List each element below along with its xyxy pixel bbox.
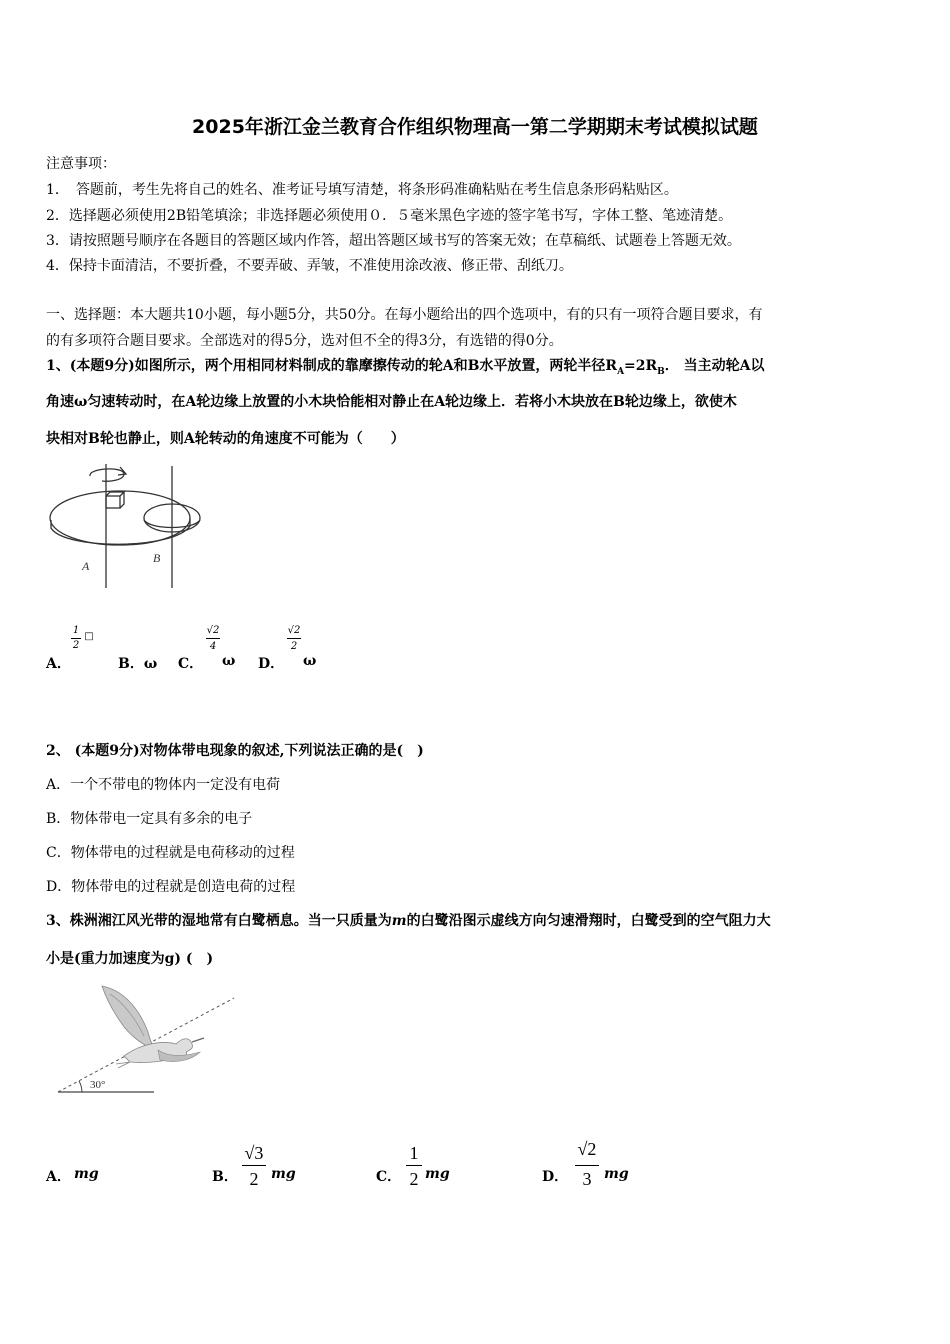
q1-sub-b: B <box>657 366 665 377</box>
q3-option-c-unit: mg <box>425 1166 450 1182</box>
q1-option-a-missing-glyph: □ <box>84 631 94 642</box>
q1-label-a: A <box>82 559 90 573</box>
q1-option-d-fraction-bar <box>287 638 301 639</box>
q1-option-b: B．ω <box>118 656 158 672</box>
q2-option-c: C．物体带电的过程就是电荷移动的过程 <box>46 845 295 861</box>
q3-option-b-numerator: √3 <box>244 1143 264 1163</box>
q1-option-a-denominator: 2 <box>72 640 80 651</box>
q3-option-d-denominator: 3 <box>582 1169 592 1189</box>
q3-stem-line2: 小是(重力加速度为g) ( ) <box>46 951 214 967</box>
q1-stem-post: ． 当主动轮A以 <box>664 358 765 374</box>
q3-option-c-label: C． <box>376 1169 402 1185</box>
q3-angle-label: 30° <box>90 1079 106 1091</box>
q1-option-c-unit: ω <box>222 653 236 669</box>
notice-item-1: 1． 答题前，考生先将自己的姓名、准考证号填写清楚，将条形码准确粘贴在考生信息条形码粘贴区。 <box>46 182 678 198</box>
notice-item-2: 2．选择题必须使用2B铅笔填涂；非选择题必须使用０．５毫米黑色字迹的签字笔书写，字体工整、笔迹清楚。 <box>46 208 733 224</box>
q2-stem: 2、 (本题9分)对物体带电现象的叙述,下列说法正确的是( ) <box>46 743 424 759</box>
notice-item-4: 4．保持卡面清洁，不要折叠，不要弄破、弄皱，不准使用涂改液、修正带、刮纸刀。 <box>46 258 573 274</box>
q3-option-c-numerator: 1 <box>409 1143 419 1163</box>
q1-option-d-unit: ω <box>303 653 317 669</box>
q1-stem-mid: =2R <box>624 358 658 374</box>
q1-option-c-denominator: 4 <box>209 641 217 652</box>
q2-option-b: B．物体带电一定具有多余的电子 <box>46 811 253 827</box>
q3-option-d-numerator: √2 <box>577 1139 597 1159</box>
q1-stem-line3: 块相对B轮也静止，则A轮转动的角速度不可能为（ ） <box>46 431 405 447</box>
q3-option-c-denominator: 2 <box>409 1169 419 1189</box>
q1-label-b: B <box>153 551 161 565</box>
q3-option-c-fraction-bar <box>406 1165 422 1166</box>
q1-option-a-numerator: 1 <box>72 625 80 636</box>
q3-option-a-value: mg <box>74 1166 99 1182</box>
q1-stem-line2: 角速ω匀速转动时，在A轮边缘上放置的小木块恰能相对静止在A轮边缘上．若将小木块放在B轮边缘上，欲使木 <box>46 394 737 410</box>
q3-stem-line1 <box>46 910 771 930</box>
q1-option-a-fraction-bar <box>71 638 81 639</box>
q3-stem-m: m <box>391 913 407 929</box>
q3-egret-figure <box>52 980 242 1100</box>
q3-option-a-label: A． <box>46 1169 71 1185</box>
q2-option-a: A．一个不带电的物体内一定没有电荷 <box>46 777 281 793</box>
q1-option-d-label: D． <box>258 656 285 672</box>
q1-option-d-numerator: √2 <box>287 625 301 636</box>
section-intro-line2: 的有多项符合题目要求。全部选对的得5分，选对但不全的得3分，有选错的得0分。 <box>46 333 563 349</box>
section-intro-line1: 一、选择题：本大题共10小题，每小题5分，共50分。在每小题给出的四个选项中，有的只有一项符合题目要求，有 <box>46 307 763 323</box>
q3-option-b-label: B． <box>212 1169 238 1185</box>
q3-option-b-fraction-bar <box>242 1165 266 1166</box>
q1-option-c-fraction-bar <box>206 638 220 639</box>
q3-option-d-fraction-bar <box>575 1165 599 1166</box>
q1-stem-pre: 1、(本题9分)如图所示，两个用相同材料制成的靠摩擦传动的轮A和B水平放置，两轮半径R <box>46 358 618 374</box>
q1-option-a-label: A． <box>46 656 71 672</box>
q2-option-d: D．物体带电的过程就是创造电荷的过程 <box>46 879 296 895</box>
q3-option-b-denominator: 2 <box>249 1169 259 1189</box>
q3-option-b-unit: mg <box>271 1166 296 1182</box>
q3-stem-pre: 3、株洲湘江风光带的湿地常有白鹭栖息。当一只质量为 <box>46 913 392 929</box>
q3-stem-post: 的白鹭沿图示虚线方向匀速滑翔时，白鹭受到的空气阻力大 <box>406 913 771 929</box>
q1-wheels-figure <box>44 458 209 593</box>
q1-option-c-numerator: √2 <box>206 625 220 636</box>
notice-item-3: 3．请按照题号顺序在各题目的答题区域内作答，超出答题区域书写的答案无效；在草稿纸、试题卷上答题无效。 <box>46 233 741 249</box>
q1-option-c-label: C． <box>178 656 204 672</box>
page-title: 2025年浙江金兰教育合作组织物理高一第二学期期末考试模拟试题 <box>192 116 758 138</box>
q1-sub-a: A <box>617 366 625 377</box>
q3-option-d-label: D． <box>542 1169 569 1185</box>
q1-option-d-denominator: 2 <box>290 641 298 652</box>
notice-heading: 注意事项： <box>46 156 116 172</box>
q1-stem-line1 <box>46 355 765 377</box>
q3-option-d-unit: mg <box>604 1166 629 1182</box>
